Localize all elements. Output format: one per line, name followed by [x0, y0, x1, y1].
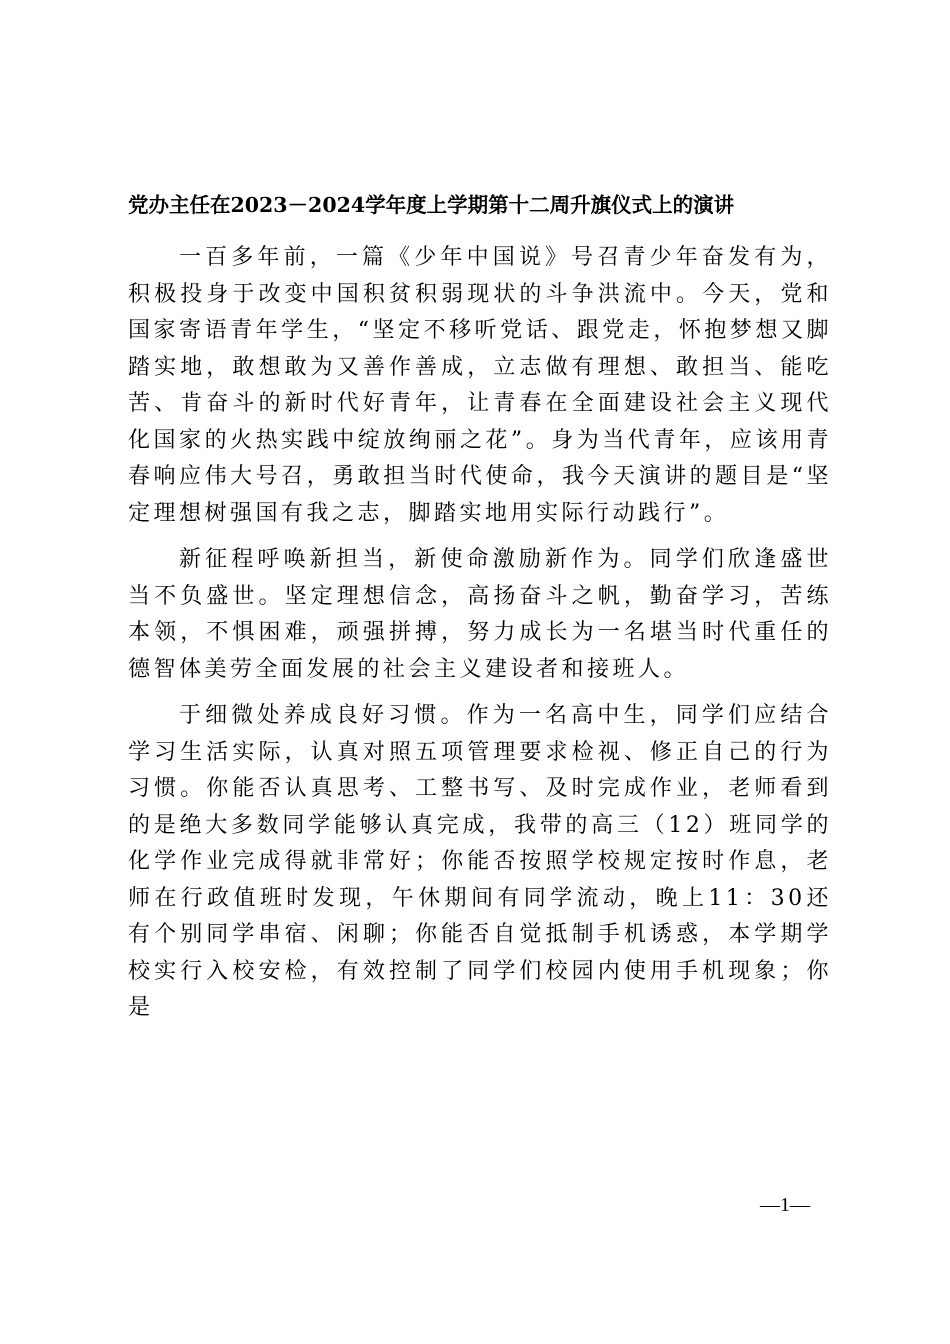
paragraph: 新征程呼唤新担当，新使命激励新作为。同学们欣逢盛世当不负盛世。坚定理想信念，高扬奋斗之帆，勤奋学习，苦练本领，不惧困难，顽强拼搏，努力成长为一名堪当时代重任的德智体美劳全面发展的社会主义建设者和接班人。: [128, 547, 832, 682]
document-title: 党办主任在2023－2024学年度上学期第十二周升旗仪式上的演讲: [128, 193, 735, 217]
page-number: —1—: [760, 1194, 810, 1216]
paragraph: 于细微处养成良好习惯。作为一名高中生，同学们应结合学习生活实际，认真对照五项管理要求检视、修正自己的行为习惯。你能否认真思考、工整书写、及时完成作业，老师看到的是绝大多数同学能够认真完成，我带的高三（12）班同学的化学作业完成得就非常好；你能否按照学校规定按时作息，老师在行政值班时发现，午休期间有同学流动，晚上11：30还有个别同学串宿、闲聊；你能否自觉抵制手机诱惑，本学期学校实行入校安检，有效控制了同学们校园内使用手机现象；你是: [128, 703, 832, 1020]
paragraph: 一百多年前，一篇《少年中国说》号召青少年奋发有为，积极投身于改变中国积贫积弱现状的斗争洪流中。今天，党和国家寄语青年学生，“坚定不移听党话、跟党走，怀抱梦想又脚踏实地，敢想敢为又善作善成，立志做有理想、敢担当、能吃苦、肯奋斗的新时代好青年，让青春在全面建设社会主义现代化国家的火热实践中绽放绚丽之花”。身为当代青年，应该用青春响应伟大号召，勇敢担当时代使命，我今天演讲的题目是“坚定理想树强国有我之志，脚踏实地用实际行动践行”。: [128, 245, 832, 526]
document-body: [128, 240, 832, 1037]
